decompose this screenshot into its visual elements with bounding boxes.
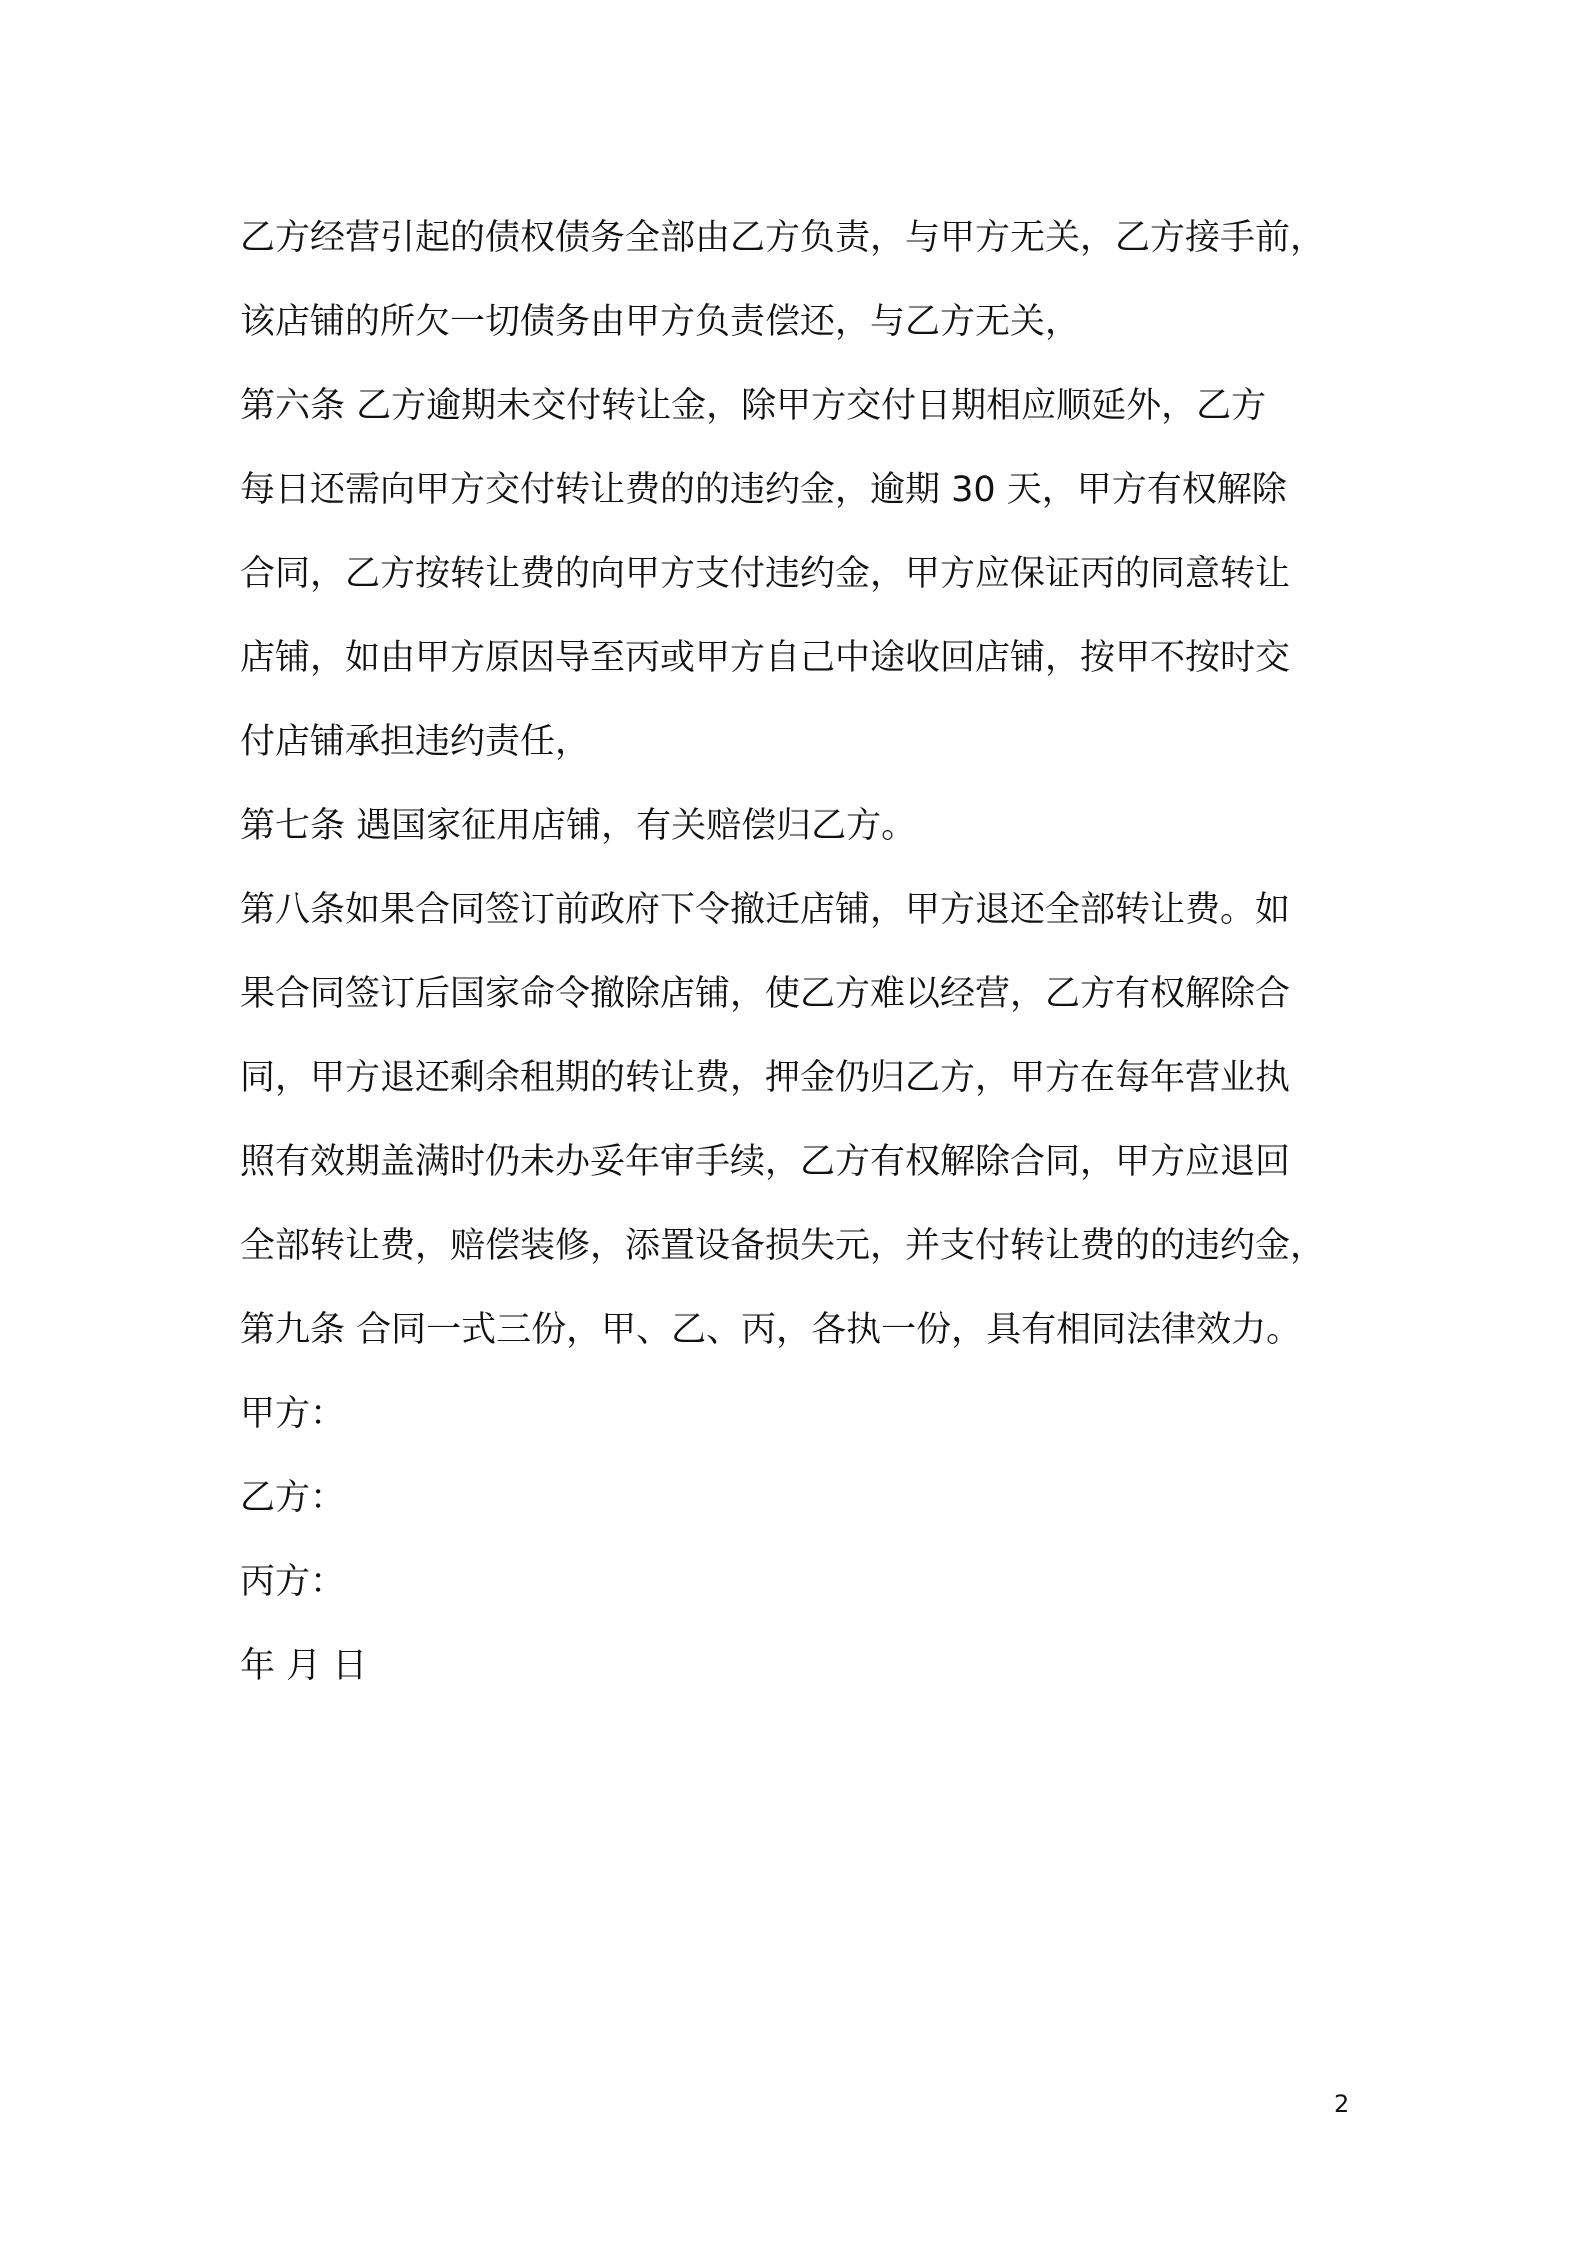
date-line: 年 月 日 [240, 1646, 368, 1686]
article-8-line-1: 第八条如果合同签订前政府下令撤迁店铺，甲方退还全部转让费。如 [240, 890, 1291, 930]
article-6-line-3: 合同，乙方按转让费的向甲方支付违约金，甲方应保证丙的同意转让 [240, 554, 1291, 594]
article-6-line-5: 付店铺承担违约责任， [240, 722, 591, 762]
party-b-signature-label: 乙方： [240, 1478, 346, 1518]
article-6-line-2: 每日还需向甲方交付转让费的的违约金，逾期 30 天，甲方有权解除 [240, 470, 1287, 510]
body-line-1: 乙方经营引起的债权债务全部由乙方负责，与甲方无关，乙方接手前， [240, 218, 1326, 258]
article-7-line-1: 第七条 遇国家征用店铺，有关赔偿归乙方。 [240, 806, 917, 846]
article-8-line-4: 照有效期盖满时仍未办妥年审手续，乙方有权解除合同，甲方应退回 [240, 1142, 1291, 1182]
article-6-line-1: 第六条 乙方逾期未交付转让金，除甲方交付日期相应顺延外，乙方 [240, 386, 1267, 426]
body-line-2: 该店铺的所欠一切债务由甲方负责偿还，与乙方无关， [240, 302, 1081, 342]
article-6-line-4: 店铺，如由甲方原因导至丙或甲方自己中途收回店铺，按甲不按时交 [240, 638, 1291, 678]
article-9-line-1: 第九条 合同一式三份，甲、乙、丙，各执一份，具有相同法律效力。 [240, 1310, 1302, 1350]
article-8-line-3: 同，甲方退还剩余租期的转让费，押金仍归乙方，甲方在每年营业执 [240, 1058, 1291, 1098]
document-body [240, 196, 1380, 1708]
article-8-line-2: 果合同签订后国家命令撤除店铺，使乙方难以经营，乙方有权解除合 [240, 974, 1291, 1014]
party-a-signature-label: 甲方： [240, 1394, 346, 1434]
party-c-signature-label: 丙方： [240, 1562, 346, 1602]
article-8-line-5: 全部转让费，赔偿装修，添置设备损失元，并支付转让费的的违约金， [240, 1226, 1326, 1266]
page-number: 2 [1334, 2090, 1350, 2118]
